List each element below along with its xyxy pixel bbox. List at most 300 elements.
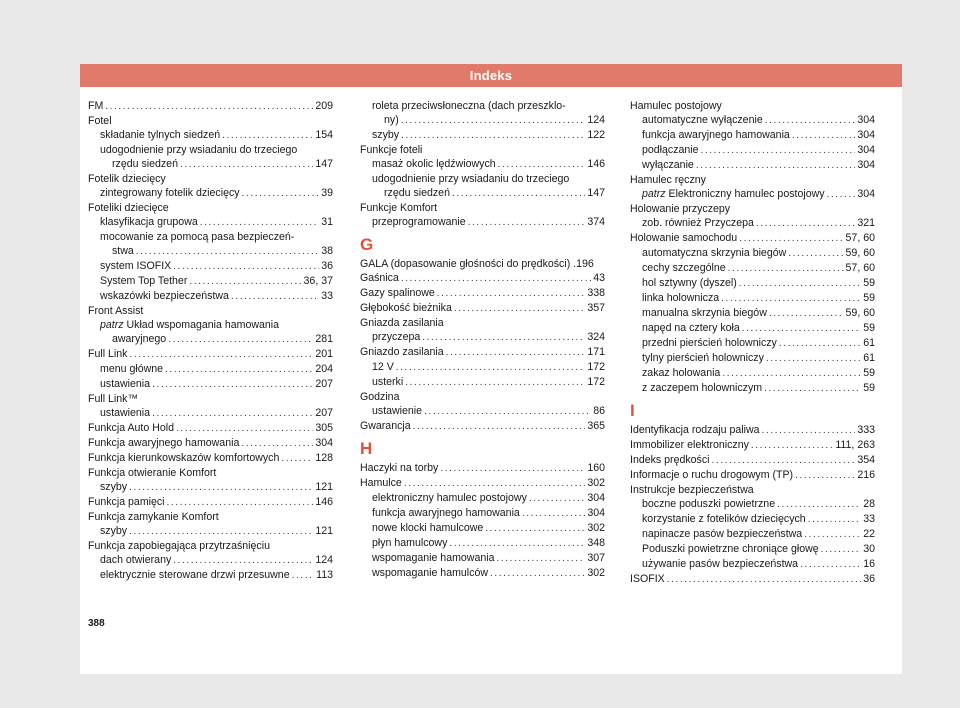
index-entry-page: 304 — [315, 437, 333, 449]
index-entry[interactable] — [88, 362, 333, 377]
index-entry[interactable] — [630, 306, 875, 321]
index-entry-page: 30 — [863, 543, 875, 555]
index-entry-text: zakaz holowania — [642, 367, 721, 379]
index-heading-text: mocowanie za pomocą pasa bezpieczeń- — [100, 231, 295, 243]
index-entry-page: 304 — [857, 129, 875, 141]
index-entry-page: 304 — [587, 492, 605, 504]
index-entry[interactable] — [630, 366, 875, 381]
index-heading — [630, 173, 875, 187]
index-heading — [88, 318, 333, 332]
index-entry-term — [100, 524, 127, 538]
index-entry-page: 171 — [587, 346, 605, 358]
index-entry[interactable] — [630, 351, 875, 366]
index-entry[interactable] — [88, 289, 333, 304]
index-entry[interactable] — [360, 271, 605, 286]
index-entry-term — [642, 351, 764, 365]
index-entry[interactable] — [630, 143, 875, 158]
index-entry-text: Haczyki na torby — [360, 462, 439, 474]
index-entry[interactable] — [88, 553, 333, 568]
index-entry-page: 33 — [863, 513, 875, 525]
index-entry-term — [642, 128, 790, 142]
section-letter: H — [360, 439, 373, 458]
index-entry[interactable] — [88, 157, 333, 172]
dot-leader — [765, 114, 856, 128]
index-entry-text: klasyfikacja grupowa — [100, 216, 198, 228]
index-heading — [88, 304, 333, 318]
index-entry-text: funkcja awaryjnego hamowania — [372, 507, 520, 519]
dot-leader — [522, 507, 586, 521]
index-heading-text: Funkcja zamykanie Komfort — [88, 511, 219, 523]
index-entry-page: 122 — [587, 129, 605, 141]
index-entry-text: system ISOFIX — [100, 260, 172, 272]
index-entry-term — [384, 186, 450, 200]
index-heading — [360, 143, 605, 157]
index-entry[interactable] — [630, 261, 875, 276]
index-entry[interactable] — [630, 113, 875, 128]
index-entry[interactable] — [88, 524, 333, 539]
index-entry-text: Gniazdo zasilania — [360, 346, 444, 358]
index-entry-page: 147 — [315, 158, 333, 170]
index-entry-term — [630, 423, 760, 437]
index-entry-text: wskazówki bezpieczeństwa — [100, 290, 229, 302]
index-column-2 — [360, 99, 605, 581]
index-entry-text: funkcja awaryjnego hamowania — [642, 129, 790, 141]
index-entry[interactable] — [360, 566, 605, 581]
index-heading — [360, 257, 605, 271]
index-entry-term — [360, 419, 411, 433]
index-entry-term — [642, 366, 720, 380]
index-entry-term — [630, 453, 710, 467]
dot-leader — [136, 245, 319, 259]
index-entry-term — [88, 436, 239, 450]
index-entry-text: napinacze pasów bezpieczeństwa — [642, 528, 803, 540]
index-heading-text: Holowanie przyczepy — [630, 203, 731, 215]
dot-leader — [452, 187, 585, 201]
index-entry-page: 304 — [857, 114, 875, 126]
index-entry-term — [642, 497, 775, 511]
dot-leader — [454, 302, 585, 316]
dot-leader — [129, 481, 313, 495]
index-entry[interactable] — [88, 186, 333, 201]
index-entry[interactable] — [88, 436, 333, 451]
index-entry[interactable] — [630, 381, 875, 396]
index-entry[interactable] — [360, 128, 605, 143]
index-entry[interactable] — [630, 468, 875, 483]
index-entry-text: menu główne — [100, 363, 164, 375]
index-entry-page: 59 — [863, 322, 875, 334]
index-entry[interactable] — [360, 113, 605, 128]
index-entry-term — [100, 215, 198, 229]
index-entry[interactable] — [360, 506, 605, 521]
index-entry[interactable] — [88, 377, 333, 392]
dot-leader — [808, 513, 862, 527]
index-entry[interactable] — [88, 215, 333, 230]
index-entry[interactable] — [630, 572, 875, 587]
index-entry-page: 304 — [857, 144, 875, 156]
dot-leader — [751, 439, 833, 453]
index-entry[interactable] — [630, 216, 875, 231]
index-entry-page: 128 — [315, 452, 333, 464]
dot-leader — [189, 275, 301, 289]
index-entry-text: ny) — [384, 114, 399, 126]
dot-leader — [396, 361, 586, 375]
dot-leader — [696, 159, 855, 173]
index-entry-page: 324 — [587, 331, 605, 343]
dot-leader — [241, 437, 313, 451]
index-entry-text: Hamulce — [360, 477, 402, 489]
dot-leader — [242, 187, 320, 201]
index-entry-page: 61 — [863, 352, 875, 364]
index-entry[interactable] — [630, 557, 875, 572]
index-entry-text: System Top Tether — [100, 275, 188, 287]
index-entry[interactable] — [88, 451, 333, 466]
index-entry[interactable] — [360, 419, 605, 434]
index-entry[interactable] — [360, 476, 605, 491]
index-entry[interactable] — [360, 157, 605, 172]
index-heading — [88, 230, 333, 244]
index-entry-page: 86 — [593, 405, 605, 417]
index-entry-page: 121 — [315, 525, 333, 537]
index-entry[interactable] — [88, 274, 333, 289]
index-entry-term — [642, 306, 767, 320]
index-entry-term — [100, 259, 171, 273]
index-entry-term — [642, 291, 719, 305]
index-entry-text: płyn hamulcowy — [372, 537, 448, 549]
section-letter: I — [630, 401, 635, 420]
dot-leader — [795, 469, 855, 483]
index-entry-term — [88, 495, 165, 509]
index-entry[interactable] — [630, 128, 875, 143]
dot-leader — [173, 260, 319, 274]
page-number: 388 — [88, 618, 105, 629]
index-entry[interactable] — [630, 231, 875, 246]
dot-leader — [739, 232, 843, 246]
index-entry[interactable] — [630, 291, 875, 306]
index-entry[interactable] — [630, 187, 875, 202]
dot-leader — [497, 552, 586, 566]
index-entry-page: 207 — [315, 378, 333, 390]
index-entry-page: 304 — [587, 507, 605, 519]
index-entry-page: 302 — [587, 567, 605, 579]
index-entry-text: Gaśnica — [360, 272, 399, 284]
index-entry-text: przeprogramowanie — [372, 216, 466, 228]
dot-leader — [762, 424, 856, 438]
index-entry-term — [642, 527, 802, 541]
index-column-3 — [630, 99, 875, 587]
dot-leader — [176, 422, 313, 436]
index-entry-page: 124 — [315, 554, 333, 566]
index-entry-page: 204 — [315, 363, 333, 375]
dot-leader — [401, 129, 585, 143]
index-entry[interactable] — [360, 521, 605, 536]
index-entry-page: 216 — [857, 469, 875, 481]
index-entry-page: 113 — [316, 569, 333, 581]
dot-leader — [168, 333, 313, 347]
index-entry-page: 57, 60 — [845, 262, 875, 274]
index-entry-text: Identyfikacja rodzaju paliwa — [630, 424, 760, 436]
index-entry-text: z zaczepem holowniczym — [642, 382, 763, 394]
index-entry-term — [642, 381, 762, 395]
index-entry[interactable] — [88, 347, 333, 362]
index-entry-term — [372, 360, 394, 374]
dot-leader — [413, 420, 586, 434]
index-entry[interactable] — [630, 497, 875, 512]
index-entry[interactable] — [360, 215, 605, 230]
index-entry-page: 31 — [321, 216, 333, 228]
index-entry-text: składanie tylnych siedzeń — [100, 129, 221, 141]
index-entry[interactable] — [630, 321, 875, 336]
index-entry-term — [642, 216, 754, 230]
index-entry[interactable] — [360, 461, 605, 476]
index-entry-term — [112, 332, 166, 346]
index-entry-term — [384, 113, 399, 127]
index-entry[interactable] — [360, 330, 605, 345]
index-entry-text: napęd na cztery koła — [642, 322, 740, 334]
dot-leader — [449, 537, 585, 551]
index-entry-term — [372, 404, 422, 418]
index-entry-text: automatyczna skrzynia biegów — [642, 247, 787, 259]
index-heading-text: Gniazda zasilania — [360, 317, 444, 329]
see-prefix: patrz — [642, 188, 669, 200]
index-entry-page: 59 — [863, 277, 875, 289]
index-entry-page: 22 — [863, 528, 875, 540]
index-entry-term — [630, 438, 749, 452]
index-entry-page: 172 — [587, 361, 605, 373]
index-entry-text: podłączanie — [642, 144, 699, 156]
index-heading-text: Funkcja zapobiegająca przytrzaśnięciu — [88, 540, 270, 552]
index-entry-text: usterki — [372, 376, 404, 388]
dot-leader — [437, 287, 586, 301]
index-entry-term — [642, 336, 777, 350]
index-heading-text: Funkcje Komfort — [360, 202, 438, 214]
dot-leader — [129, 348, 313, 362]
index-entry[interactable] — [360, 301, 605, 316]
index-entry[interactable] — [630, 453, 875, 468]
index-entry-page: 124 — [587, 114, 605, 126]
index-heading-text: Instrukcje bezpieczeństwa — [630, 484, 754, 496]
index-entry-term — [100, 553, 171, 567]
index-heading — [630, 483, 875, 497]
index-entry-page: 59 — [863, 292, 875, 304]
dot-leader — [722, 367, 861, 381]
index-entry-term — [360, 301, 452, 315]
dot-leader — [701, 144, 856, 158]
index-entry[interactable] — [630, 527, 875, 542]
dot-leader — [728, 262, 844, 276]
index-entry[interactable] — [88, 259, 333, 274]
index-entry-text: nowe klocki hamulcowe — [372, 522, 484, 534]
index-entry-text: ustawienie — [372, 405, 423, 417]
dot-leader — [490, 567, 585, 581]
index-entry[interactable] — [88, 421, 333, 436]
index-entry-page: 146 — [315, 496, 333, 508]
index-entry[interactable] — [360, 286, 605, 301]
index-entry[interactable] — [630, 542, 875, 557]
index-entry-term — [372, 375, 403, 389]
dot-leader — [779, 337, 861, 351]
index-entry[interactable] — [630, 246, 875, 261]
index-entry-term — [112, 244, 134, 258]
index-entry-text: stwa — [112, 245, 134, 257]
index-entry-text: linka holownicza — [642, 292, 720, 304]
index-entry-term — [112, 157, 178, 171]
index-entry-text: Poduszki powietrzne chroniące głowę — [642, 543, 819, 555]
dot-leader — [498, 158, 586, 172]
index-entry[interactable] — [360, 491, 605, 506]
index-entry-page: 154 — [315, 129, 333, 141]
see-prefix: patrz — [100, 319, 127, 331]
index-entry-text: elektrycznie sterowane drzwi przesuwne — [100, 569, 290, 581]
index-entry-text: awaryjnego — [112, 333, 167, 345]
index-entry[interactable] — [88, 480, 333, 495]
index-entry-page: 39 — [321, 187, 333, 199]
index-entry-page: 57, 60 — [845, 232, 875, 244]
index-entry[interactable] — [360, 186, 605, 201]
index-entry-page: 304 — [857, 188, 875, 200]
dot-leader — [766, 352, 861, 366]
index-heading-text: Fotelik dziecięcy — [88, 173, 166, 185]
index-entry-text: Informacje o ruchu drogowym (TP) — [630, 469, 794, 481]
index-entry-term — [642, 158, 694, 172]
index-heading — [360, 99, 605, 113]
index-entry-page: 357 — [587, 302, 605, 314]
dot-leader — [165, 363, 313, 377]
dot-leader — [721, 292, 861, 306]
index-entry-page: 61 — [863, 337, 875, 349]
dot-leader — [769, 307, 844, 321]
dot-leader — [446, 346, 586, 360]
index-entry[interactable] — [630, 158, 875, 173]
index-entry[interactable] — [88, 495, 333, 510]
index-entry-text: używanie pasów bezpieczeństwa — [642, 558, 799, 570]
index-entry-text: szyby — [100, 525, 128, 537]
index-entry-text: Gazy spalinowe — [360, 287, 435, 299]
index-heading-text: Godzina — [360, 391, 400, 403]
index-entry-term — [372, 521, 483, 535]
dot-leader — [827, 188, 856, 202]
index-heading — [88, 510, 333, 524]
index-entry-page: 160 — [587, 462, 605, 474]
index-entry[interactable] — [88, 406, 333, 421]
index-page — [80, 64, 902, 674]
index-entry-term — [100, 128, 220, 142]
dot-leader — [529, 492, 585, 506]
index-heading — [630, 202, 875, 216]
index-entry[interactable] — [88, 244, 333, 259]
index-entry-term — [642, 542, 819, 556]
dot-leader — [788, 247, 843, 261]
index-entry-page: 121 — [315, 481, 333, 493]
index-entry-page: 307 — [587, 552, 605, 564]
index-entry-page: 348 — [587, 537, 605, 549]
section-letter: G — [360, 235, 374, 254]
index-entry[interactable] — [88, 568, 333, 583]
index-entry-term — [372, 551, 495, 565]
index-entry-term — [100, 568, 290, 582]
index-entry-text: ustawienia — [100, 378, 151, 390]
index-entry[interactable] — [360, 345, 605, 360]
index-entry-term — [630, 468, 793, 482]
index-entry[interactable] — [360, 360, 605, 375]
index-entry-term — [88, 451, 279, 465]
index-entry[interactable] — [360, 375, 605, 390]
page-title: Indeks — [80, 64, 902, 87]
dot-leader — [424, 405, 591, 419]
index-entry-term — [100, 274, 187, 288]
index-entry[interactable] — [630, 336, 875, 351]
dot-leader — [422, 331, 585, 345]
index-entry[interactable] — [88, 332, 333, 347]
index-entry-term — [88, 421, 174, 435]
index-column-1 — [88, 99, 333, 583]
index-entry-page: 59 — [863, 367, 875, 379]
index-entry[interactable] — [630, 276, 875, 291]
index-entry-text: Funkcja Auto Hold — [88, 422, 174, 434]
index-entry[interactable] — [88, 128, 333, 143]
index-entry-text: manualna skrzynia biegów — [642, 307, 767, 319]
index-entry-page: 354 — [857, 454, 875, 466]
index-entry[interactable] — [88, 99, 333, 114]
index-entry-term — [642, 276, 737, 290]
dot-leader — [404, 477, 586, 491]
index-entry-term — [360, 345, 444, 359]
dot-leader — [200, 216, 319, 230]
index-entry[interactable] — [360, 551, 605, 566]
index-entry-page: 172 — [587, 376, 605, 388]
index-entry-page: 43 — [593, 272, 605, 284]
dot-leader — [105, 100, 313, 114]
index-entry-term — [372, 491, 527, 505]
dot-leader — [792, 129, 856, 143]
index-entry-text: Elektroniczny hamulec postojowy — [668, 188, 825, 200]
index-entry[interactable] — [360, 536, 605, 551]
index-entry-text: cechy szczególne — [642, 262, 726, 274]
dot-leader — [485, 522, 585, 536]
index-entry-page: 209 — [315, 100, 333, 112]
index-entry-text: dach otwierany — [100, 554, 172, 566]
index-entry[interactable] — [630, 512, 875, 527]
index-entry-text: korzystanie z fotelików dziecięcych — [642, 513, 806, 525]
dot-leader — [800, 558, 861, 572]
index-entry[interactable] — [360, 404, 605, 419]
dot-leader — [292, 569, 315, 583]
index-entry-text: Immobilizer elektroniczny — [630, 439, 749, 451]
index-heading — [360, 316, 605, 330]
index-entry-page: 333 — [857, 424, 875, 436]
index-entry-text: Gwarancja — [360, 420, 411, 432]
index-heading-text: Układ wspomagania hamowania — [126, 319, 280, 331]
index-entry-text: rzędu siedzeń — [384, 187, 450, 199]
index-entry-term — [88, 347, 127, 361]
index-entry-text: przyczepa — [372, 331, 421, 343]
index-entry-term — [360, 271, 399, 285]
index-heading-text: udogodnienie przy wsiadaniu do trzeciego — [372, 173, 570, 185]
index-entry-page: 147 — [587, 187, 605, 199]
index-entry-term — [372, 330, 420, 344]
index-entry-text: przedni pierścień holowniczy — [642, 337, 777, 349]
dot-leader — [667, 573, 861, 587]
index-entry-term — [372, 215, 466, 229]
index-entry-text: masaż okolic lędźwiowych — [372, 158, 496, 170]
dot-leader — [712, 454, 856, 468]
index-entry-page: 338 — [587, 287, 605, 299]
index-entry-text: boczne poduszki powietrzne — [642, 498, 776, 510]
index-entry-term — [642, 557, 798, 571]
index-entry[interactable] — [630, 438, 875, 453]
index-entry-term — [100, 362, 163, 376]
index-entry[interactable] — [630, 423, 875, 438]
index-heading — [630, 99, 875, 113]
